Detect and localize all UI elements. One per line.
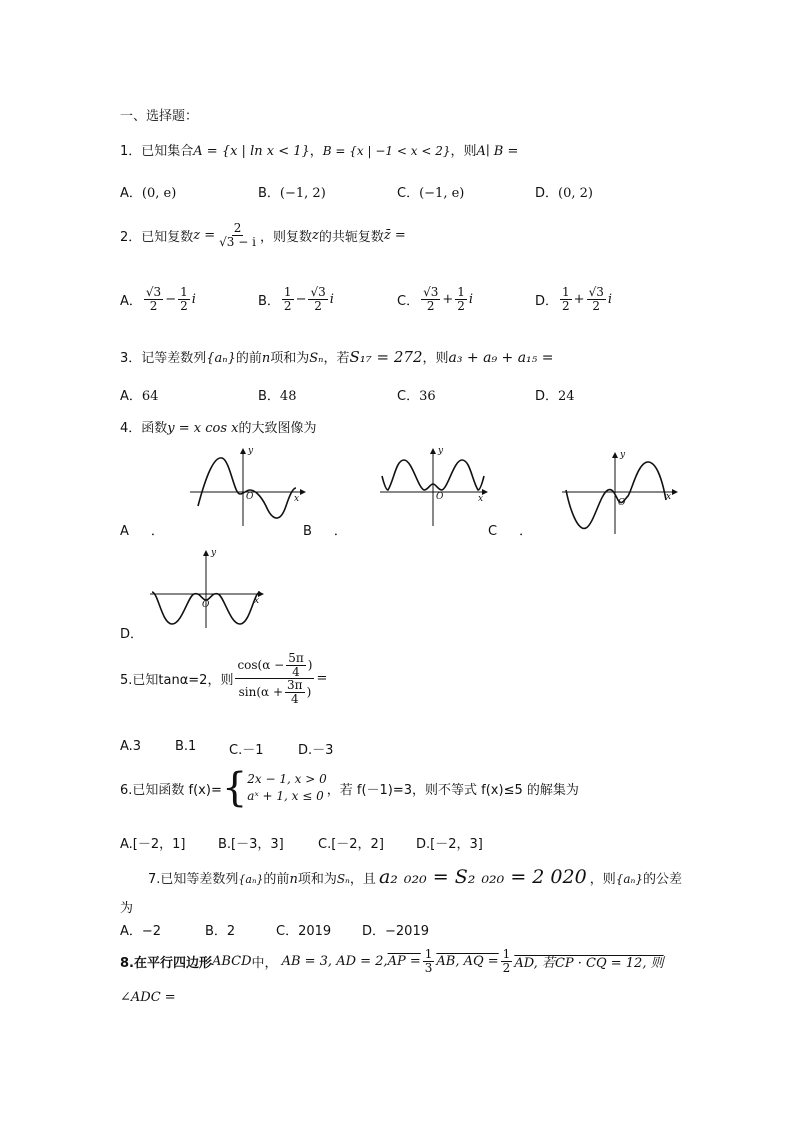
q4-lead: 4．函数 xyxy=(120,421,168,436)
q8-line2: ∠ADC = xyxy=(120,990,176,1005)
q4-graph-c-x-label: x xyxy=(666,492,672,502)
q8-frac-1 xyxy=(423,948,435,974)
q3-lead: 3．记等差数列 xyxy=(120,351,207,366)
q2-c-frac2 xyxy=(455,286,467,312)
q5-option-a[interactable]: A.3 xyxy=(120,739,142,754)
q2-fraction-den: √3 − i xyxy=(219,234,256,249)
q3-option-a-value: 64 xyxy=(141,389,159,404)
q8-frac-1-den: 3 xyxy=(424,960,433,975)
question-3 xyxy=(120,347,553,366)
q2-b-d2: 2 xyxy=(314,298,322,313)
q2-c-n1: √3 xyxy=(423,285,439,299)
q2-d-n1: 1 xyxy=(562,285,570,299)
q3-cond: S₁₇ = 272 xyxy=(349,348,423,366)
q4-graph-a-origin: O xyxy=(246,492,254,502)
q2-d-n2: √3 xyxy=(588,285,604,299)
q2-option-b[interactable] xyxy=(258,286,334,312)
q8-frac-1-num: 1 xyxy=(424,947,433,961)
q2-option-a[interactable] xyxy=(120,286,196,312)
q2-a-frac2 xyxy=(178,286,190,312)
q2-b-frac2 xyxy=(308,286,327,312)
q4-c-letter: C xyxy=(488,524,498,539)
q7-seq: {aₙ} xyxy=(238,873,264,886)
q2-c-n2: 1 xyxy=(457,285,465,299)
q6-option-a[interactable]: A.[－2，1] xyxy=(120,837,186,852)
q1-option-d[interactable] xyxy=(535,182,593,201)
q1-option-d-value: (0, 2) xyxy=(558,186,593,201)
q4-graph-c-origin: O xyxy=(618,498,626,508)
q2-option-d-label: D． xyxy=(535,293,559,309)
q5-denominator xyxy=(237,679,314,705)
q8-frac-2-num: 1 xyxy=(502,947,511,961)
q7-mid1: 的前 xyxy=(263,872,290,887)
q5-option-c[interactable]: C.－1 xyxy=(229,743,264,758)
q3-option-d[interactable] xyxy=(535,385,575,404)
q4-option-a-label[interactable] xyxy=(120,520,164,539)
q2-z-eq: z = xyxy=(193,227,216,243)
q2-b-d1: 2 xyxy=(283,298,292,313)
q2-a-frac1 xyxy=(144,286,163,312)
q4-graph-b-x-label: x xyxy=(478,494,484,504)
q2-b-n2: √3 xyxy=(310,285,326,299)
q1-option-b[interactable] xyxy=(258,182,326,201)
q8-dot: CP · CQ = 12, 则 xyxy=(554,955,664,971)
q3-mid4: ，则 xyxy=(422,351,449,366)
question-4 xyxy=(120,417,317,436)
q7-option-d[interactable]: D．−2019 xyxy=(362,924,429,939)
q2-c-i: i xyxy=(468,291,474,307)
q3-n: n xyxy=(261,351,271,366)
q1-option-a-label: A． xyxy=(120,186,142,201)
q3-expr: a₃ + a₉ + a₁₅ = xyxy=(448,350,554,366)
question-8 xyxy=(120,948,664,974)
q8-vec-ab: AB, AQ = xyxy=(436,953,499,969)
q7-lead: 7.已知等差数列 xyxy=(148,872,239,887)
q4-tail: 的大致图像为 xyxy=(238,421,317,436)
q5-num-fn: 5π xyxy=(288,651,304,665)
q4-graph-b-y-label: y xyxy=(438,446,444,456)
q2-a-d1: 2 xyxy=(149,298,158,313)
q1-option-b-label: B． xyxy=(258,186,280,201)
question-1 xyxy=(120,140,518,159)
q4-c-dot: ． xyxy=(519,524,533,539)
q7-cond: a₂ ₀₂₀ = S₂ ₀₂₀ = 2 020 xyxy=(378,866,587,888)
q7-n: n xyxy=(289,872,298,887)
q8-cond1: AB = 3, AD = 2, xyxy=(281,953,388,969)
question-7 xyxy=(148,866,682,888)
q2-c-frac1 xyxy=(421,286,440,312)
q6-lead: 6.已知函数 f(x)= xyxy=(120,782,222,798)
q5-den-frac xyxy=(285,679,305,705)
q4-graph-a xyxy=(188,446,306,528)
q2-c-d1: 2 xyxy=(426,298,435,313)
q5-den-fd: 4 xyxy=(290,691,299,706)
q1-option-a-value: (0, e) xyxy=(141,186,177,201)
q2-fraction xyxy=(217,222,258,248)
q4-graph-d-origin: O xyxy=(202,600,210,610)
q5-den-post: ) xyxy=(306,684,312,699)
q5-option-d[interactable]: D.－3 xyxy=(298,743,334,758)
q6-tail: ，若 f(－1)=3，则不等式 f(x)≤5 的解集为 xyxy=(326,782,579,798)
q1-set-a: A = {x | ln x < 1} xyxy=(193,144,310,159)
q5-eq: = xyxy=(316,671,328,687)
q3-option-d-label: D． xyxy=(535,389,559,404)
q1-tail: ，则 xyxy=(450,144,477,159)
q2-c-op: + xyxy=(442,291,454,307)
section-title: 一、选择题： xyxy=(120,109,199,124)
q4-b-letter: B xyxy=(303,524,312,539)
q1-set-b: B = {x | −1 < x < 2} xyxy=(322,144,451,158)
q6-brace: { xyxy=(221,765,248,811)
q7-mid2: 项和为 xyxy=(297,872,337,887)
q8-lead: 8.在平行四边形 xyxy=(120,955,212,971)
q4-graph-d xyxy=(148,548,264,630)
q8-vec-ap: AP = xyxy=(387,953,421,969)
q5-num-frac xyxy=(286,652,306,678)
q4-option-d-label[interactable]: D． xyxy=(120,627,144,642)
q4-a-dot: ． xyxy=(150,524,164,539)
q7-mid4: ，则 xyxy=(589,872,616,887)
q7-option-c[interactable]: C．2019 xyxy=(276,924,332,939)
q2-zbar: z̄ = xyxy=(383,227,406,243)
q2-z: z xyxy=(311,227,319,243)
q7-tail: 的公差 xyxy=(643,872,683,887)
q4-a-letter: A xyxy=(120,524,129,539)
q3-mid2: 项和为 xyxy=(270,351,310,366)
q3-option-b[interactable] xyxy=(258,385,296,404)
q2-b-n1: 1 xyxy=(283,285,292,299)
q4-graph-a-x-label: x xyxy=(294,494,300,504)
q6-option-d[interactable]: D.[－2，3] xyxy=(416,837,483,852)
q5-den-fn: 3π xyxy=(287,678,303,693)
q2-option-a-label: A． xyxy=(120,293,142,309)
q1-option-c-label: C． xyxy=(397,186,420,201)
q4-graph-d-x-label: x xyxy=(254,596,260,606)
q2-lead: 2．已知复数 xyxy=(120,229,194,245)
q8-name: ABCD xyxy=(211,953,252,969)
q3-option-c-label: C． xyxy=(397,389,420,404)
q5-option-b[interactable]: B.1 xyxy=(175,739,197,754)
q2-a-n1: √3 xyxy=(145,285,162,299)
q8-vec-ad: AD, 若 xyxy=(514,955,555,971)
q4-option-c-label[interactable] xyxy=(488,520,532,539)
q2-option-d[interactable] xyxy=(535,286,612,312)
q3-mid3: ，若 xyxy=(323,351,350,366)
q4-graph-b xyxy=(378,446,488,528)
q8-frac-2-den: 2 xyxy=(502,960,511,975)
q3-sn: Sₙ xyxy=(309,351,324,366)
q5-num-post: ) xyxy=(307,657,313,672)
q2-a-i: i xyxy=(191,291,196,307)
q2-a-n2: 1 xyxy=(180,285,188,299)
q3-option-d-value: 24 xyxy=(558,389,575,404)
q2-d-op: + xyxy=(573,291,585,307)
q1-option-d-label: D． xyxy=(535,186,559,201)
q6-case-1: 2x − 1, x > 0 xyxy=(247,771,327,786)
q5-fraction xyxy=(235,652,314,705)
q2-b-i: i xyxy=(329,291,334,307)
q6-case-2: aˣ + 1, x ≤ 0 xyxy=(247,789,324,803)
q1-option-b-value: (−1, 2) xyxy=(279,186,326,201)
q2-d-d2: 2 xyxy=(592,298,601,313)
q4-option-b-label[interactable] xyxy=(303,520,347,539)
q7-mid3: ，且 xyxy=(349,872,376,887)
q2-d-i: i xyxy=(607,291,613,307)
q2-option-b-label: B． xyxy=(258,293,280,309)
q2-fraction-num: 2 xyxy=(233,221,242,235)
question-6 xyxy=(120,765,579,811)
q5-numerator xyxy=(235,652,314,679)
q2-tail: 的共轭复数 xyxy=(318,229,384,245)
q3-option-a[interactable] xyxy=(120,385,158,404)
q2-b-op: − xyxy=(295,291,307,307)
q7-seq2: {aₙ} xyxy=(615,872,643,886)
q2-a-op: − xyxy=(165,291,177,307)
q3-seq: {aₙ} xyxy=(206,351,236,366)
q2-a-d2: 2 xyxy=(180,298,188,313)
q2-mid: ，则复数 xyxy=(259,229,312,245)
q3-option-a-label: A． xyxy=(120,389,142,404)
q1-option-a[interactable] xyxy=(120,182,176,201)
q7-wrap: 为 xyxy=(120,901,134,916)
q5-lead: 5.已知tanα=2，则 xyxy=(120,673,234,689)
question-2 xyxy=(120,222,406,248)
q2-c-d2: 2 xyxy=(457,298,465,313)
q4-graph-c-y-label: y xyxy=(620,450,626,460)
q4-b-dot: ． xyxy=(333,524,347,539)
q2-option-c-label: C． xyxy=(397,293,420,309)
q7-sn: Sₙ xyxy=(336,872,350,886)
q2-d-d1: 2 xyxy=(562,298,570,313)
q1-option-c[interactable] xyxy=(397,182,464,201)
q2-d-frac1 xyxy=(560,286,572,312)
q2-d-frac2 xyxy=(587,286,606,312)
q1-sep: ， xyxy=(309,144,323,159)
q6-cases xyxy=(247,771,326,806)
q4-graph-a-y-label: y xyxy=(248,446,254,456)
question-5 xyxy=(120,652,327,705)
q7-option-a[interactable]: A．−2 xyxy=(120,924,162,939)
q7-option-b[interactable]: B．2 xyxy=(205,924,236,939)
q3-option-c[interactable] xyxy=(397,385,436,404)
q4-func: y = x cos x xyxy=(167,421,239,436)
q4-graph-b-origin: O xyxy=(436,492,444,502)
q1-expr: A∣ B = xyxy=(476,144,519,159)
q3-option-b-value: 48 xyxy=(279,389,297,404)
q8-mid: 中， xyxy=(251,955,278,971)
q5-num-pre: cos(α − xyxy=(237,657,285,672)
q3-mid1: 的前 xyxy=(235,351,262,366)
q4-graph-c xyxy=(560,450,678,536)
q5-den-pre: sin(α + xyxy=(238,684,284,699)
q8-frac-2 xyxy=(501,948,513,974)
q3-option-c-value: 36 xyxy=(419,389,436,404)
q6-option-b[interactable]: B.[－3，3] xyxy=(218,837,284,852)
q4-graph-d-y-label: y xyxy=(211,548,217,558)
q3-option-b-label: B． xyxy=(258,389,280,404)
q1-lead: 1．已知集合 xyxy=(120,144,194,159)
q6-option-c[interactable]: C.[－2，2] xyxy=(318,837,384,852)
q1-option-c-value: (−1, e) xyxy=(419,186,465,201)
q2-option-c[interactable] xyxy=(397,286,473,312)
q2-b-frac1 xyxy=(282,286,294,312)
q5-num-fd: 4 xyxy=(292,664,300,679)
